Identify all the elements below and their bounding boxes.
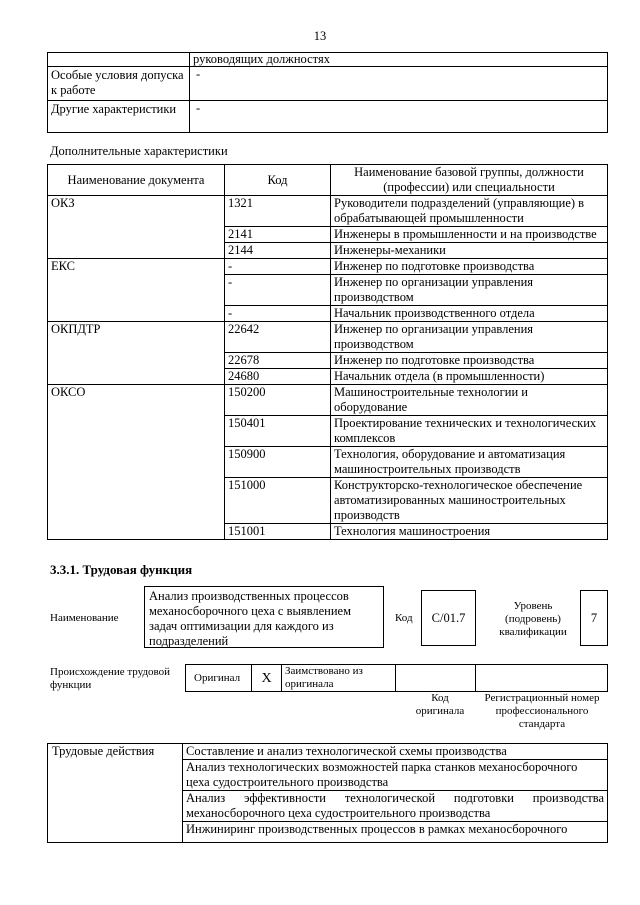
code-label: Код (395, 612, 413, 624)
name-cell: Руководители подразделений (управляющие) в обрабатывающей промышленности (331, 196, 608, 227)
table-row (48, 101, 608, 133)
top-characteristics-table (47, 52, 608, 133)
reg-number-caption: Регистрационный номер профессионального стандарта (484, 692, 600, 730)
code-value: С/01.7 (431, 610, 466, 625)
row-label: Особые условия допуска к работе (48, 67, 190, 101)
code-cell: 1321 (225, 196, 331, 227)
continuation-text: руководящих должностях (190, 53, 608, 67)
header-name: Наименование базовой группы, должности (профессии) или специальности (331, 165, 608, 196)
name-cell: Инженер по организации управления производством (331, 275, 608, 306)
doc-name: ЕКС (48, 259, 225, 322)
name-cell: Технология машиностроения (331, 524, 608, 540)
table-header-row (48, 165, 608, 196)
code-cell: 151001 (225, 524, 331, 540)
table-row (186, 665, 608, 692)
table-row (48, 67, 608, 101)
code-original-caption: Код оригинала (415, 692, 465, 717)
labor-item: Анализ технологических возможностей парка станков механосборочного цеха судостроительного производства (183, 760, 608, 791)
table-row (48, 53, 608, 67)
name-cell: Начальник отдела (в промышленности) (331, 369, 608, 385)
name-cell: Начальник производственного отдела (331, 306, 608, 322)
section-heading: 3.3.1. Трудовая функция (50, 562, 193, 577)
code-cell: 24680 (225, 369, 331, 385)
level-value: 7 (590, 610, 598, 625)
name-label: Наименование (50, 612, 119, 624)
code-cell: 22678 (225, 353, 331, 369)
header-code: Код (225, 165, 331, 196)
name-cell: Инженер по подготовке производства (331, 353, 608, 369)
function-name-box (144, 586, 384, 648)
name-cell: Технология, оборудование и автоматизация машиностроительных производств (331, 447, 608, 478)
code-cell: 2144 (225, 243, 331, 259)
code-cell: 22642 (225, 322, 331, 353)
code-cell: - (225, 306, 331, 322)
header-doc: Наименование документа (48, 165, 225, 196)
table-row (48, 196, 608, 227)
labor-item: Составление и анализ технологической схемы производства (183, 744, 608, 760)
doc-name: ОКЗ (48, 196, 225, 259)
code-cell: 2141 (225, 227, 331, 243)
labor-item: Анализ эффективности технологической подготовки производства механосборочного цеха судостроительного производства (183, 791, 608, 822)
row-value: - (190, 67, 608, 101)
original-mark: Х (252, 665, 282, 692)
code-cell: 150900 (225, 447, 331, 478)
code-cell: 150401 (225, 416, 331, 447)
table-row (48, 259, 608, 275)
name-cell: Проектирование технических и технологических комплексов (331, 416, 608, 447)
additional-title: Дополнительные характеристики (50, 144, 228, 158)
code-box (421, 590, 476, 646)
origin-label: Происхождение трудовой функции (50, 666, 171, 691)
name-cell: Машиностроительные технологии и оборудование (331, 385, 608, 416)
code-cell: - (225, 275, 331, 306)
page-number: 13 (313, 29, 327, 43)
table-row (48, 744, 608, 760)
labor-actions-table (47, 743, 608, 843)
level-label: Уровень (подровень) квалификации (499, 600, 567, 638)
name-cell: Инженер по подготовке производства (331, 259, 608, 275)
doc-name: ОКСО (48, 385, 225, 540)
doc-name: ОКПДТР (48, 322, 225, 385)
row-value: - (190, 101, 608, 133)
table-row (48, 385, 608, 416)
code-cell: 151000 (225, 478, 331, 524)
table-row (48, 322, 608, 353)
code-cell: 150200 (225, 385, 331, 416)
additional-table (47, 164, 608, 540)
function-name: Анализ производственных процессов механосборочного цеха с выявлением задач оптимизации для каждого из подразделений (149, 589, 351, 648)
name-cell: Инженеры-механики (331, 243, 608, 259)
name-cell: Инженеры в промышленности и на производстве (331, 227, 608, 243)
labor-label: Трудовые действия (48, 744, 183, 843)
origin-table (185, 664, 608, 692)
name-cell: Конструкторско-технологическое обеспечение автоматизированных машиностроительных производств (331, 478, 608, 524)
borrowed-label: Заимствовано из оригинала (282, 665, 396, 692)
level-box (580, 590, 608, 646)
labor-item: Инжиниринг производственных процессов в рамках механосборочного (183, 822, 608, 843)
code-cell: - (225, 259, 331, 275)
name-cell: Инженер по организации управления производством (331, 322, 608, 353)
row-label: Другие характеристики (48, 101, 190, 133)
original-label: Оригинал (186, 665, 252, 692)
